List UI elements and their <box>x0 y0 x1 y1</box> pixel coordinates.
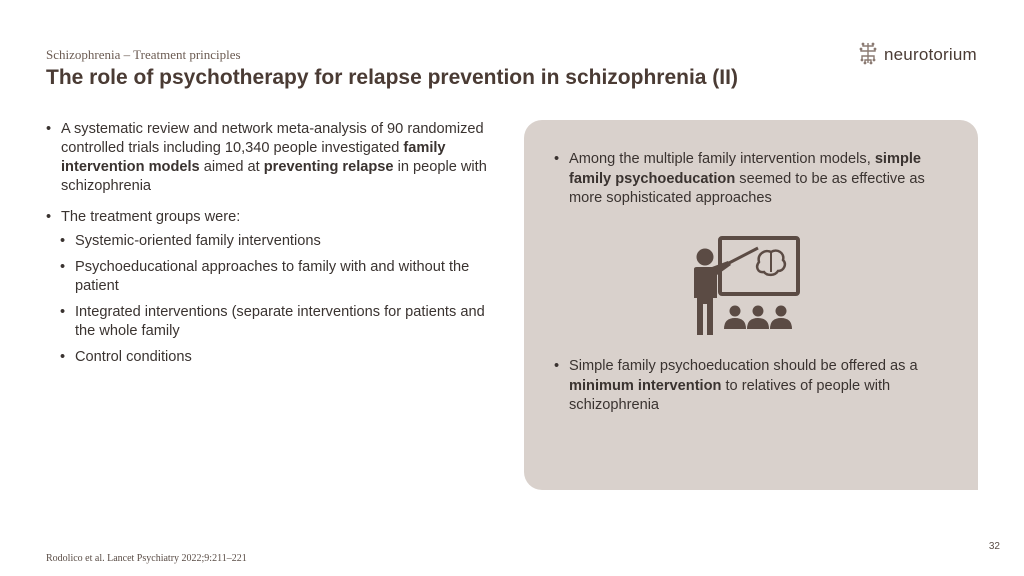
bullet-psychoeducation-effective <box>554 150 954 209</box>
bullet-text: aimed at <box>199 159 264 175</box>
teacher-presentation-icon <box>684 236 804 340</box>
page-title: The role of psychotherapy for relapse prevention in schizophrenia (II) <box>46 66 738 89</box>
bullet-text: Simple family psychoeducation should be offered as a <box>569 358 918 374</box>
bullet-text: in people with schizophrenia <box>61 159 487 194</box>
highlight-panel <box>524 120 978 490</box>
section-label: Schizophrenia – Treatment principles <box>46 47 241 62</box>
treatment-group-list <box>46 232 491 367</box>
bullet-text: to relatives of people with schizophrenia <box>569 377 891 413</box>
panel-bullet-top <box>554 150 954 209</box>
bullet-meta-analysis <box>46 120 491 196</box>
bullet-bold-text: family intervention models <box>61 140 446 175</box>
bullet-bold-text: minimum intervention <box>569 377 722 394</box>
bullet-text: The treatment groups were: <box>61 209 241 225</box>
list-item: • Psychoeducational approaches to family with and without the patient <box>46 258 491 296</box>
bullet-bold-text: simple family psychoeducation <box>569 151 922 187</box>
bullet-bold-text: preventing relapse <box>263 159 394 175</box>
list-item: • Systemic-oriented family interventions <box>46 232 491 251</box>
source-citation: Rodolico et al. Lancet Psychiatry 2022;9:211–221 <box>46 553 247 564</box>
list-item: • Control conditions <box>46 348 491 367</box>
page-number: 32 <box>988 541 1000 552</box>
bullet-text: Among the multiple family intervention models, <box>569 151 875 167</box>
logo-text: neurotorium <box>884 45 977 64</box>
bullet-text: A systematic review and network meta-analysis of 90 randomized controlled trials including 10,340 people investigated <box>61 121 484 156</box>
bullet-text: seemed to be as effective as more sophisticated approaches <box>569 170 925 206</box>
brain-circuit-icon <box>857 41 879 70</box>
list-item: • Integrated interventions (separate interventions for patients and the whole family <box>46 303 491 341</box>
bullet-treatment-groups <box>46 208 491 367</box>
logo <box>857 43 977 67</box>
panel-bullet-bottom <box>554 357 954 416</box>
left-column <box>46 120 491 374</box>
bullet-minimum-intervention <box>554 357 954 416</box>
